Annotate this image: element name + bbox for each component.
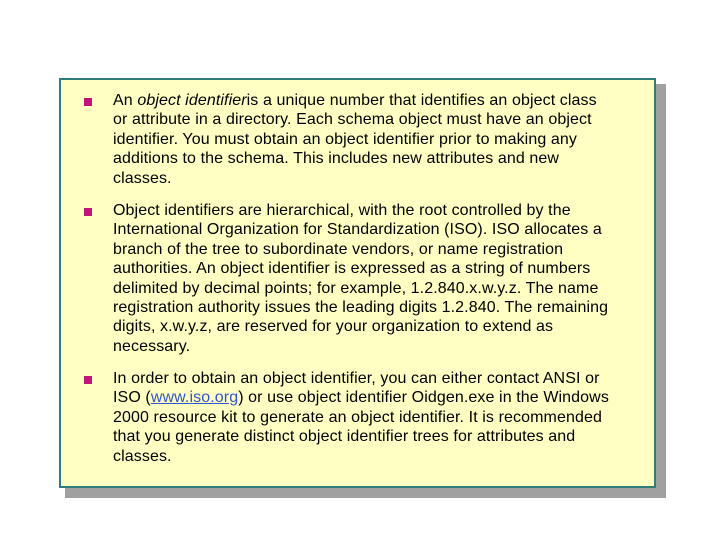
text-line: 2000 resource kit to generate an object identifier. It is recommended	[113, 408, 602, 426]
bullet-icon	[84, 98, 92, 106]
text-line: necessary.	[113, 337, 191, 355]
text-line: that you generate distinct object identifier trees for attributes and	[113, 428, 576, 446]
text-line: additions to the schema. This includes new attributes and new	[113, 150, 560, 168]
text-line: In order to obtain an object identifier, you can either contact ANSI or	[113, 370, 600, 387]
iso-link[interactable]: www.iso.org	[150, 389, 239, 407]
text-line: Object identifiers are hierarchical, with the root controlled by the	[113, 202, 571, 219]
text-line: registration authority issues the leading digits 1.2.840. The remaining	[113, 299, 609, 317]
text-line: International Organization for Standardization (ISO). ISO allocates a	[113, 221, 602, 239]
text-line: classes.	[113, 169, 172, 187]
text-line: classes.	[113, 447, 172, 465]
text-line: digits, x.w.y.z, are reserved for your organization to extend as	[113, 318, 554, 336]
text: is a unique number that identifies an object class	[246, 92, 597, 109]
text-line: branch of the tree to subordinate vendors, or name registration	[113, 240, 564, 258]
bullet-item-2	[113, 201, 608, 356]
term-italic: object identifier	[137, 92, 247, 109]
text: ISO (	[113, 389, 151, 407]
text: ) or use object identifier Oidgen.exe in the Windows	[238, 389, 609, 407]
text-line: authorities. An object identifier is expressed as a string of numbers	[113, 260, 591, 278]
bullet-item-3	[113, 369, 609, 466]
text-line: identifier. You must obtain an object identifier prior to making any	[113, 130, 577, 148]
bullet-item-1	[113, 91, 597, 188]
text: An	[113, 92, 138, 109]
text-line: delimited by decimal points; for example, 1.2.840.x.w.y.z. The name	[113, 279, 599, 297]
bullet-icon	[84, 208, 92, 216]
bullet-icon	[84, 376, 92, 384]
text-line: or attribute in a directory. Each schema object must have an object	[113, 111, 592, 129]
